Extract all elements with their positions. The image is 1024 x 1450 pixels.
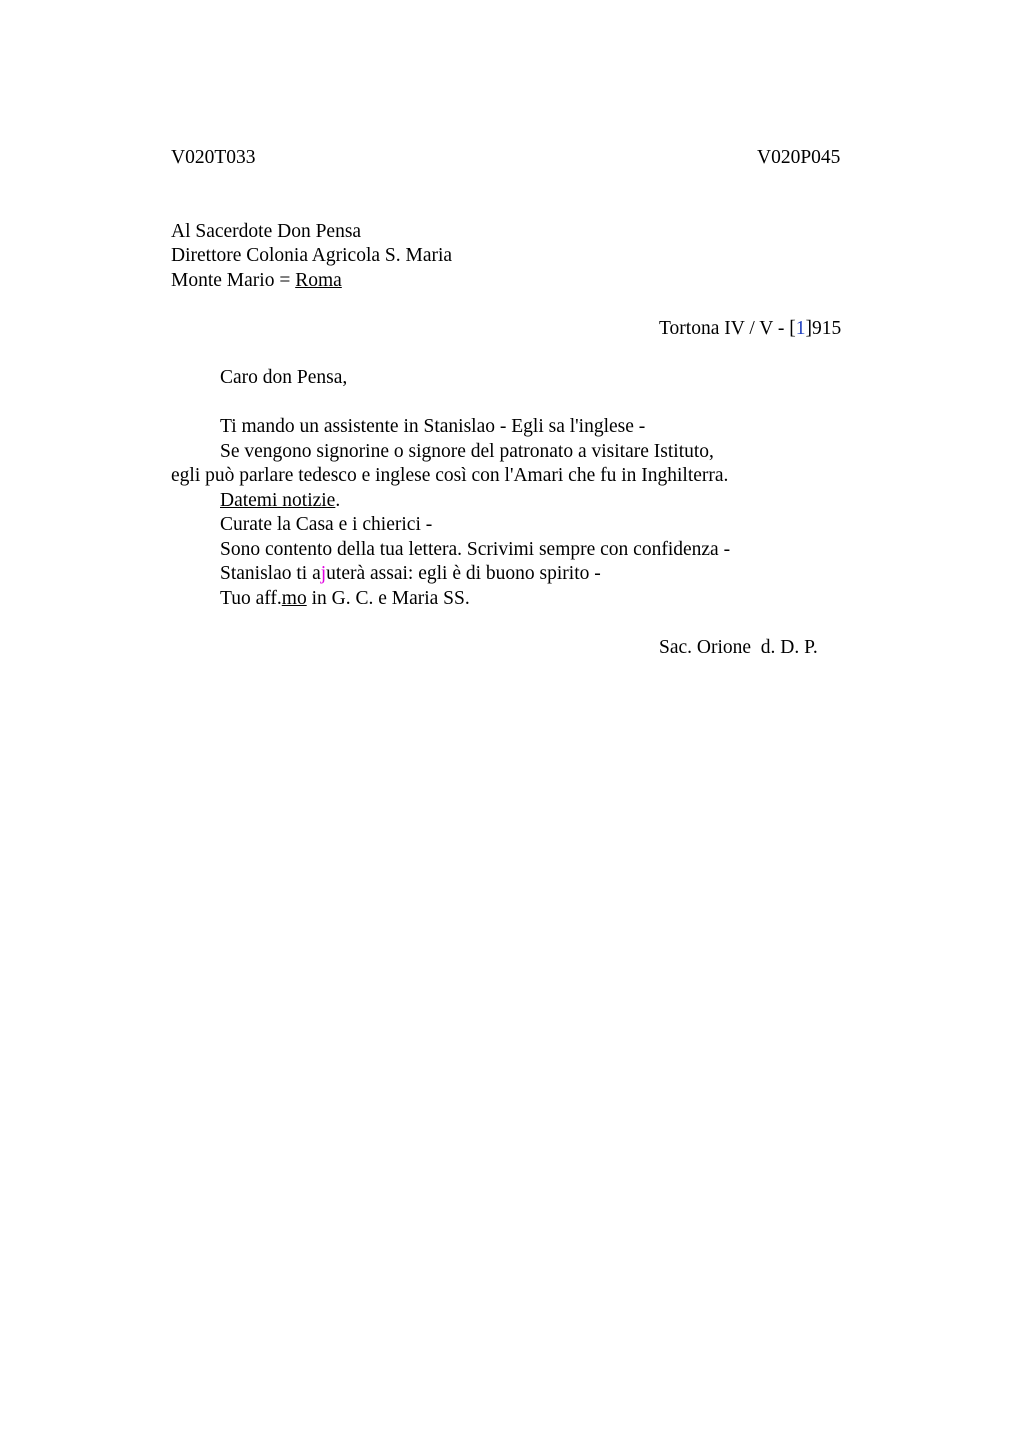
recipient-line-3 (171, 269, 342, 293)
body-line-4 (220, 489, 340, 513)
body-line-5: Curate la Casa e i chierici - (220, 514, 433, 535)
closing-superscript-abbrev: mo (281, 588, 307, 609)
dateline-suffix: ]915 (805, 318, 842, 339)
signature: Sac. Orione d. D. P. (659, 637, 818, 658)
body-line-3: egli può parlare tedesco e inglese così con l'Amari che fu in Inghilterra. (171, 465, 729, 486)
highlighted-letter: j (320, 563, 327, 584)
underlined-phrase: Datemi notizie (220, 490, 336, 511)
recipient-line-1: Al Sacerdote Don Pensa (171, 221, 362, 242)
body-line-6: Sono contento della tua lettera. Scrivimi sempre con confidenza - (220, 539, 731, 560)
body-line-2: Se vengono signorine o signore del patronato a visitare Istituto, (220, 441, 714, 462)
document-code-right: V020P045 (757, 147, 841, 168)
dateline (659, 317, 841, 341)
closing-line (220, 587, 470, 611)
recipient-city: Roma (295, 270, 342, 291)
body-line-7-end: uterà assai: egli è di buono spirito - (326, 563, 601, 584)
period: . (335, 490, 341, 511)
closing-suffix: in G. C. e Maria SS. (306, 588, 470, 609)
dateline-inserted-digit: 1 (795, 318, 806, 339)
dateline-prefix: Tortona IV / V - [ (659, 318, 796, 339)
recipient-place: Monte Mario = (171, 270, 296, 291)
body-line-1: Ti mando un assistente in Stanislao - Egli sa l'inglese - (220, 416, 646, 437)
body-line-7-start: Stanislao ti a (220, 563, 321, 584)
body-line-7 (220, 562, 601, 586)
recipient-line-2: Direttore Colonia Agricola S. Maria (171, 245, 453, 266)
salutation: Caro don Pensa, (220, 367, 348, 388)
document-code-left: V020T033 (171, 147, 256, 168)
closing-prefix: Tuo aff. (220, 588, 282, 609)
